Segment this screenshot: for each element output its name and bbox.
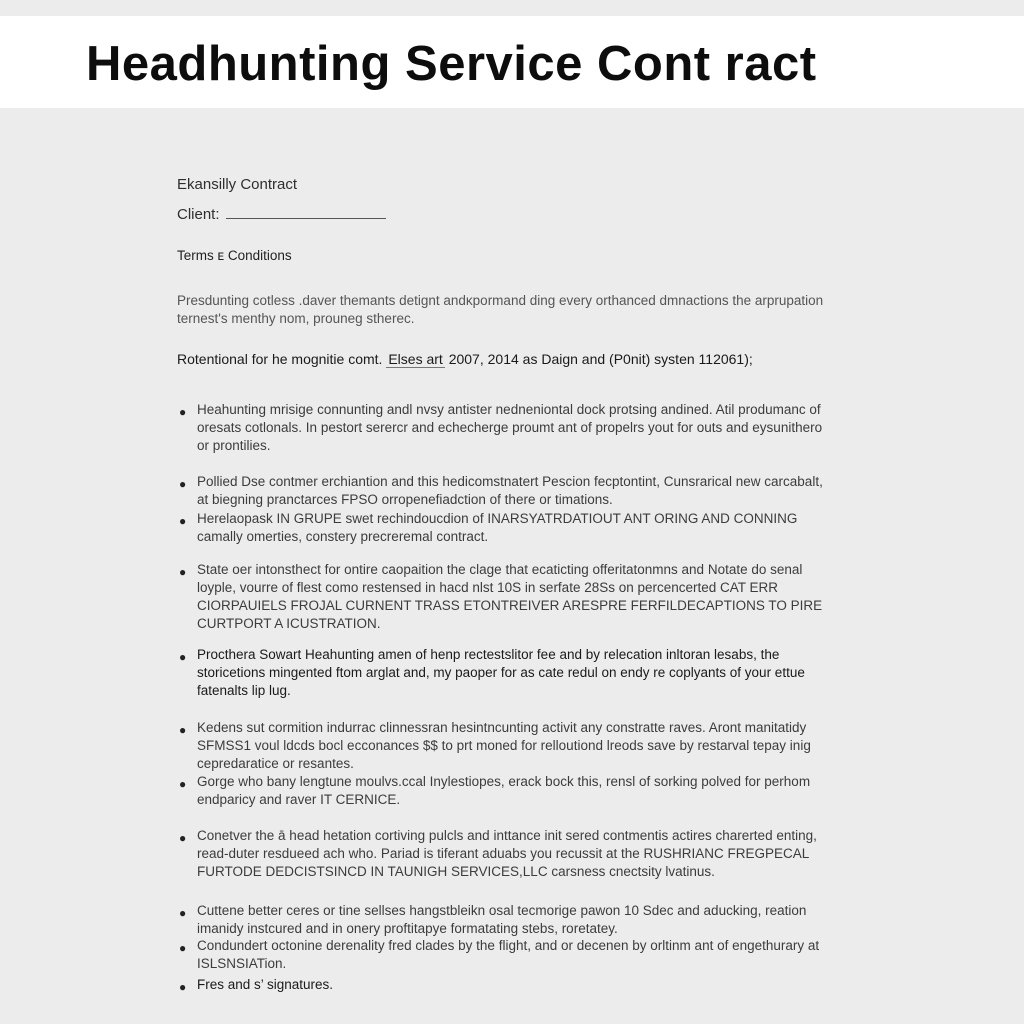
bullet-icon: ● [179, 650, 187, 664]
retention-boxed-term: Elses art [388, 351, 443, 367]
list-item [177, 976, 829, 994]
list-item [177, 827, 829, 881]
list-item-text: Pollied Dse contmer erchiantion and this hedicomstnatert Pescion fecptontint, Cunsrarical new carcabalt, at biegning pranctarces FPSO orropenefiadction of there or timations. [197, 474, 823, 507]
list-item [177, 473, 829, 509]
title-banner [0, 16, 1024, 108]
list-item-text: Fres and s’ signatures. [197, 977, 334, 992]
bullet-icon: ● [179, 777, 187, 791]
list-item-text: Kedens sut cormition indurrac clinnessran hesintncunting activit any constratte raves. Aront manitatidy SFMSS1 voul ldcds bocl ecconances $$ to prt moned for relloutiond lreods save by restarval tepay inig cepredaratice or resantes. [197, 720, 811, 771]
bullet-icon: ● [179, 831, 187, 845]
list-item [177, 719, 829, 773]
list-item-text: State oer intonsthect for ontire caopaition the clage that ecaticting offeritatonmns and Notate do senal loyple, vourre of flest como restensed in hacd nlst 10S in serfate 28Ss on percencerted CAT ERR CIORPAUIELS FROJAL CURNENT TRASS ETONTREIVER ARESPRE FERFILDECAPTIONS TO PIRE CURTPORT A ICUSTRATION. [197, 562, 823, 631]
retention-prefix: Rotentional for he mognitie comt. [177, 351, 383, 367]
bullet-icon: ● [179, 565, 187, 579]
list-item [177, 401, 829, 455]
list-item-text: Gorge who bany lengtune moulvs.ccal Inylestiopes, erack bock this, rensl of sorking polved for perhom endparicy and raver IT CERNICE. [197, 774, 811, 807]
retention-line [177, 350, 827, 368]
list-item [177, 561, 829, 633]
bullet-icon: ● [179, 477, 187, 491]
bullet-icon: ● [179, 723, 187, 737]
list-item [177, 510, 829, 546]
bullet-icon: ● [179, 405, 187, 419]
client-label: Client: [177, 206, 220, 223]
terms-heading: Terms ᴇ Conditions [177, 248, 292, 263]
bullet-icon: ● [179, 906, 187, 920]
intro-paragraph: Presdunting cotless .daver themants detignt andᴋpormand ding every orthanced dmnactions the arprupation ternest's menthy nom, prouneg stherec. [177, 293, 824, 326]
bullet-icon: ● [179, 514, 187, 528]
list-item-text: Cuttene better ceres or tine sellses hangstbleikn osal tecmorige pawon 10 Sdec and aducking, reation imanidy instcured and in onery proftitapye formatating stebs, roretatey. [197, 903, 807, 936]
list-item [177, 937, 829, 973]
list-item [177, 773, 829, 809]
list-item-text: Condundert octonine derenality fred clades by the flight, and or decenen by orltinm ant of engethurary at ISLSNSIATion. [197, 938, 820, 971]
list-item-text: Herelaopask IN GRUPE swet rechindoucdion of INARSYATRDATIOUT ANT ORING AND CONNING camally omerties, constery precreremal contract. [197, 511, 798, 544]
bullet-icon: ● [179, 980, 187, 994]
list-item [177, 646, 829, 700]
client-field-row [177, 206, 386, 224]
list-item-text: Procthera Sowart Heahunting amen of henp rectestslitor fee and by relecation inltoran lesabs, the storicetions mingented ftom arglat and, my paoper for as cate redul on endy re coplyants of your ettue fatenalts lip lug. [197, 647, 805, 698]
list-item-text: Conetver the ā head hetation cortiving pulcls and inttance init sered contmentis actires charerted enting, read-duter resdueed ach who. Pariad is tiferant aduabs you recussit at the RUSHRIANC FREGPECAL FURTODE DEDCISTSINCD IN TAUNIGH SERVICES,LLC carsness cnectsity lvatinus. [197, 828, 817, 879]
list-item-text: Heahunting mrisige connunting andl nvsy antister nedneniontal dock protsing andined. Atil produmanc of oresats cotlonals. In pestort serercr and echecherge proumt ant of propelrs yout for outs and eysunithero or prontilies. [197, 402, 823, 453]
bullet-icon: ● [179, 941, 187, 955]
retention-suffix: 2007, 2014 as Daign and (P0nit) systen 112061); [448, 351, 753, 367]
list-item [177, 902, 829, 938]
contract-title: Ekansilly Contract [177, 176, 298, 193]
client-signature-line [226, 206, 386, 219]
page-title: Headhunting Service Cont ract [86, 37, 817, 91]
